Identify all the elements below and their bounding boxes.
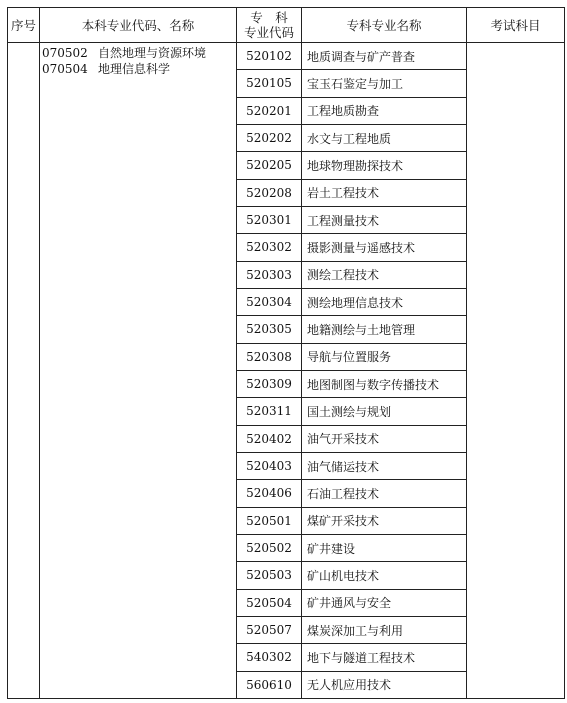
junior-major-code: 520102 <box>237 43 302 70</box>
table-header-row <box>8 8 565 43</box>
junior-major-code: 520311 <box>237 398 302 425</box>
junior-major-code: 520303 <box>237 261 302 288</box>
header-seq: 序号 <box>8 8 40 43</box>
major-mapping-table <box>7 7 565 699</box>
junior-major-name: 地球物理勘探技术 <box>302 152 467 179</box>
junior-major-code: 520309 <box>237 370 302 397</box>
junior-major-name: 国土测绘与规划 <box>302 398 467 425</box>
bachelor-major-name: 地理信息科学 <box>98 62 171 76</box>
junior-major-code: 520208 <box>237 179 302 206</box>
junior-major-code: 520507 <box>237 616 302 643</box>
bachelor-major-name: 自然地理与资源环境 <box>98 46 207 60</box>
junior-major-name: 工程测量技术 <box>302 206 467 233</box>
junior-major-code: 540302 <box>237 644 302 671</box>
junior-major-code: 560610 <box>237 671 302 698</box>
junior-major-name: 地下与隧道工程技术 <box>302 644 467 671</box>
header-junior-college-name: 专科专业名称 <box>302 8 467 43</box>
junior-major-code: 520301 <box>237 206 302 233</box>
junior-major-name: 矿井通风与安全 <box>302 589 467 616</box>
junior-major-code: 520502 <box>237 534 302 561</box>
junior-major-code: 520402 <box>237 425 302 452</box>
junior-major-code: 520501 <box>237 507 302 534</box>
junior-major-code: 520503 <box>237 562 302 589</box>
header-junior-college-code <box>237 8 302 43</box>
junior-major-name: 油气储运技术 <box>302 452 467 479</box>
header-bachelor-major: 本科专业代码、名称 <box>40 8 237 43</box>
header-code-line2: 专业代码 <box>243 25 294 40</box>
junior-major-code: 520504 <box>237 589 302 616</box>
header-code-line1: 专 科 <box>250 10 288 25</box>
junior-major-name: 工程地质勘查 <box>302 97 467 124</box>
bachelor-major-code: 070502 <box>42 46 88 60</box>
junior-major-code: 520205 <box>237 152 302 179</box>
junior-major-name: 导航与位置服务 <box>302 343 467 370</box>
junior-major-code: 520302 <box>237 234 302 261</box>
junior-major-name: 油气开采技术 <box>302 425 467 452</box>
junior-major-code: 520202 <box>237 124 302 151</box>
junior-major-name: 石油工程技术 <box>302 480 467 507</box>
bachelor-majors-cell <box>40 43 237 699</box>
junior-major-code: 520304 <box>237 288 302 315</box>
junior-major-name: 宝玉石鉴定与加工 <box>302 70 467 97</box>
junior-major-name: 测绘地理信息技术 <box>302 288 467 315</box>
junior-major-code: 520201 <box>237 97 302 124</box>
bachelor-major-code: 070504 <box>42 62 88 76</box>
junior-major-name: 矿山机电技术 <box>302 562 467 589</box>
junior-major-name: 煤炭深加工与利用 <box>302 616 467 643</box>
junior-major-name: 矿井建设 <box>302 534 467 561</box>
seq-cell <box>8 43 40 699</box>
header-exam-subjects: 考试科目 <box>467 8 565 43</box>
junior-major-name: 岩土工程技术 <box>302 179 467 206</box>
exam-subjects-cell <box>467 43 565 699</box>
junior-major-name: 地籍测绘与土地管理 <box>302 316 467 343</box>
junior-major-code: 520403 <box>237 452 302 479</box>
junior-major-name: 煤矿开采技术 <box>302 507 467 534</box>
junior-major-name: 水文与工程地质 <box>302 124 467 151</box>
junior-major-code: 520105 <box>237 70 302 97</box>
table-row <box>8 43 565 70</box>
junior-major-name: 摄影测量与遥感技术 <box>302 234 467 261</box>
junior-major-name: 地质调查与矿产普查 <box>302 43 467 70</box>
bachelor-major-line <box>42 61 236 77</box>
bachelor-major-line <box>42 45 236 61</box>
junior-major-code: 520406 <box>237 480 302 507</box>
junior-major-name: 测绘工程技术 <box>302 261 467 288</box>
junior-major-code: 520308 <box>237 343 302 370</box>
junior-major-name: 地图制图与数字传播技术 <box>302 370 467 397</box>
junior-major-name: 无人机应用技术 <box>302 671 467 698</box>
junior-major-code: 520305 <box>237 316 302 343</box>
